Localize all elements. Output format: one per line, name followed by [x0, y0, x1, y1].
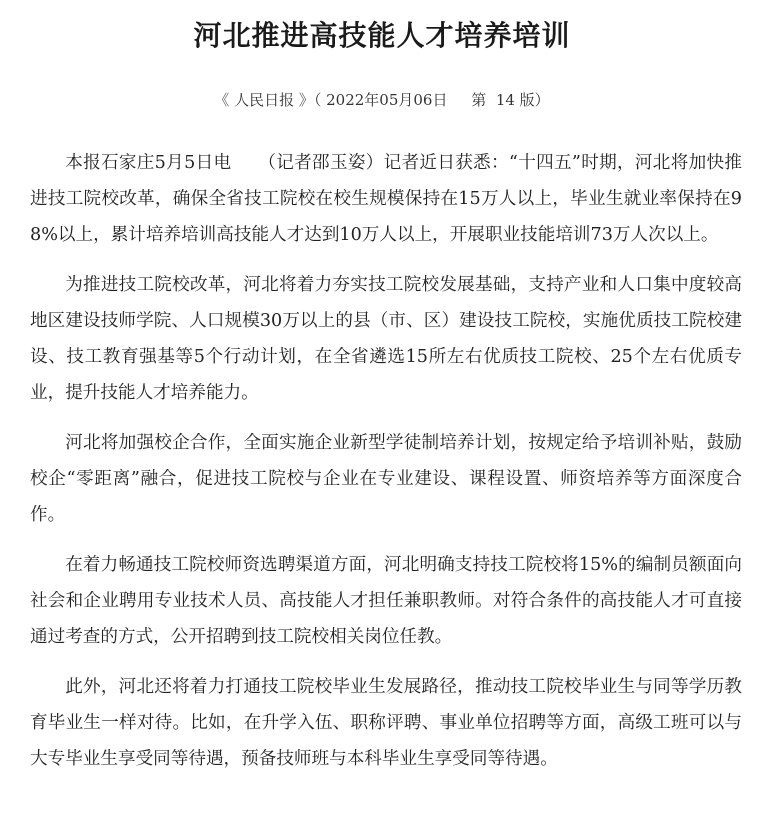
article-body — [30, 145, 742, 791]
paragraph: 河北将加强校企合作，全面实施企业新型学徒制培养计划，按规定给予培训补贴，鼓励校企“零距离”融合，促进技工院校与企业在专业建设、课程设置、师资培养等方面深度合作。 — [30, 433, 742, 525]
article-source-line: 《 人民日报 》（ 2022年05月06日 第 14 版） — [214, 91, 550, 109]
paragraph: 为推进技工院校改革，河北将着力夯实技工院校发展基础，支持产业和人口集中度较高地区建设技师学院、人口规模30万以上的县（市、区）建设技工院校，实施优质技工院校建设、技工教育强基等5个行动计划，在全省遴选15所左右优质技工院校、25个左右优质专业，提升技能人才培养能力。 — [30, 275, 742, 403]
paragraph: 本报石家庄5月5日电 （记者邵玉姿）记者近日获悉：“十四五”时期，河北将加快推进技工院校改革，确保全省技工院校在校生规模保持在15万人以上，毕业生就业率保持在98%以上，累计培养培训高技能人才达到10万人以上，开展职业技能培训73万人次以上。 — [30, 153, 742, 245]
paragraph: 在着力畅通技工院校师资选聘渠道方面，河北明确支持技工院校将15%的编制员额面向社会和企业聘用专业技术人员、高技能人才担任兼职教师。对符合条件的高技能人才可直接通过考查的方式，公开招聘到技工院校相关岗位任教。 — [30, 555, 742, 647]
article-title: 河北推进高技能人才培养培训 — [193, 19, 571, 52]
paragraph: 此外，河北还将着力打通技工院校毕业生发展路径，推动技工院校毕业生与同等学历教育毕业生一样对待。比如，在升学入伍、职称评聘、事业单位招聘等方面，高级工班可以与大专毕业生享受同等待遇，预备技师班与本科毕业生享受同等待遇。 — [30, 677, 742, 769]
